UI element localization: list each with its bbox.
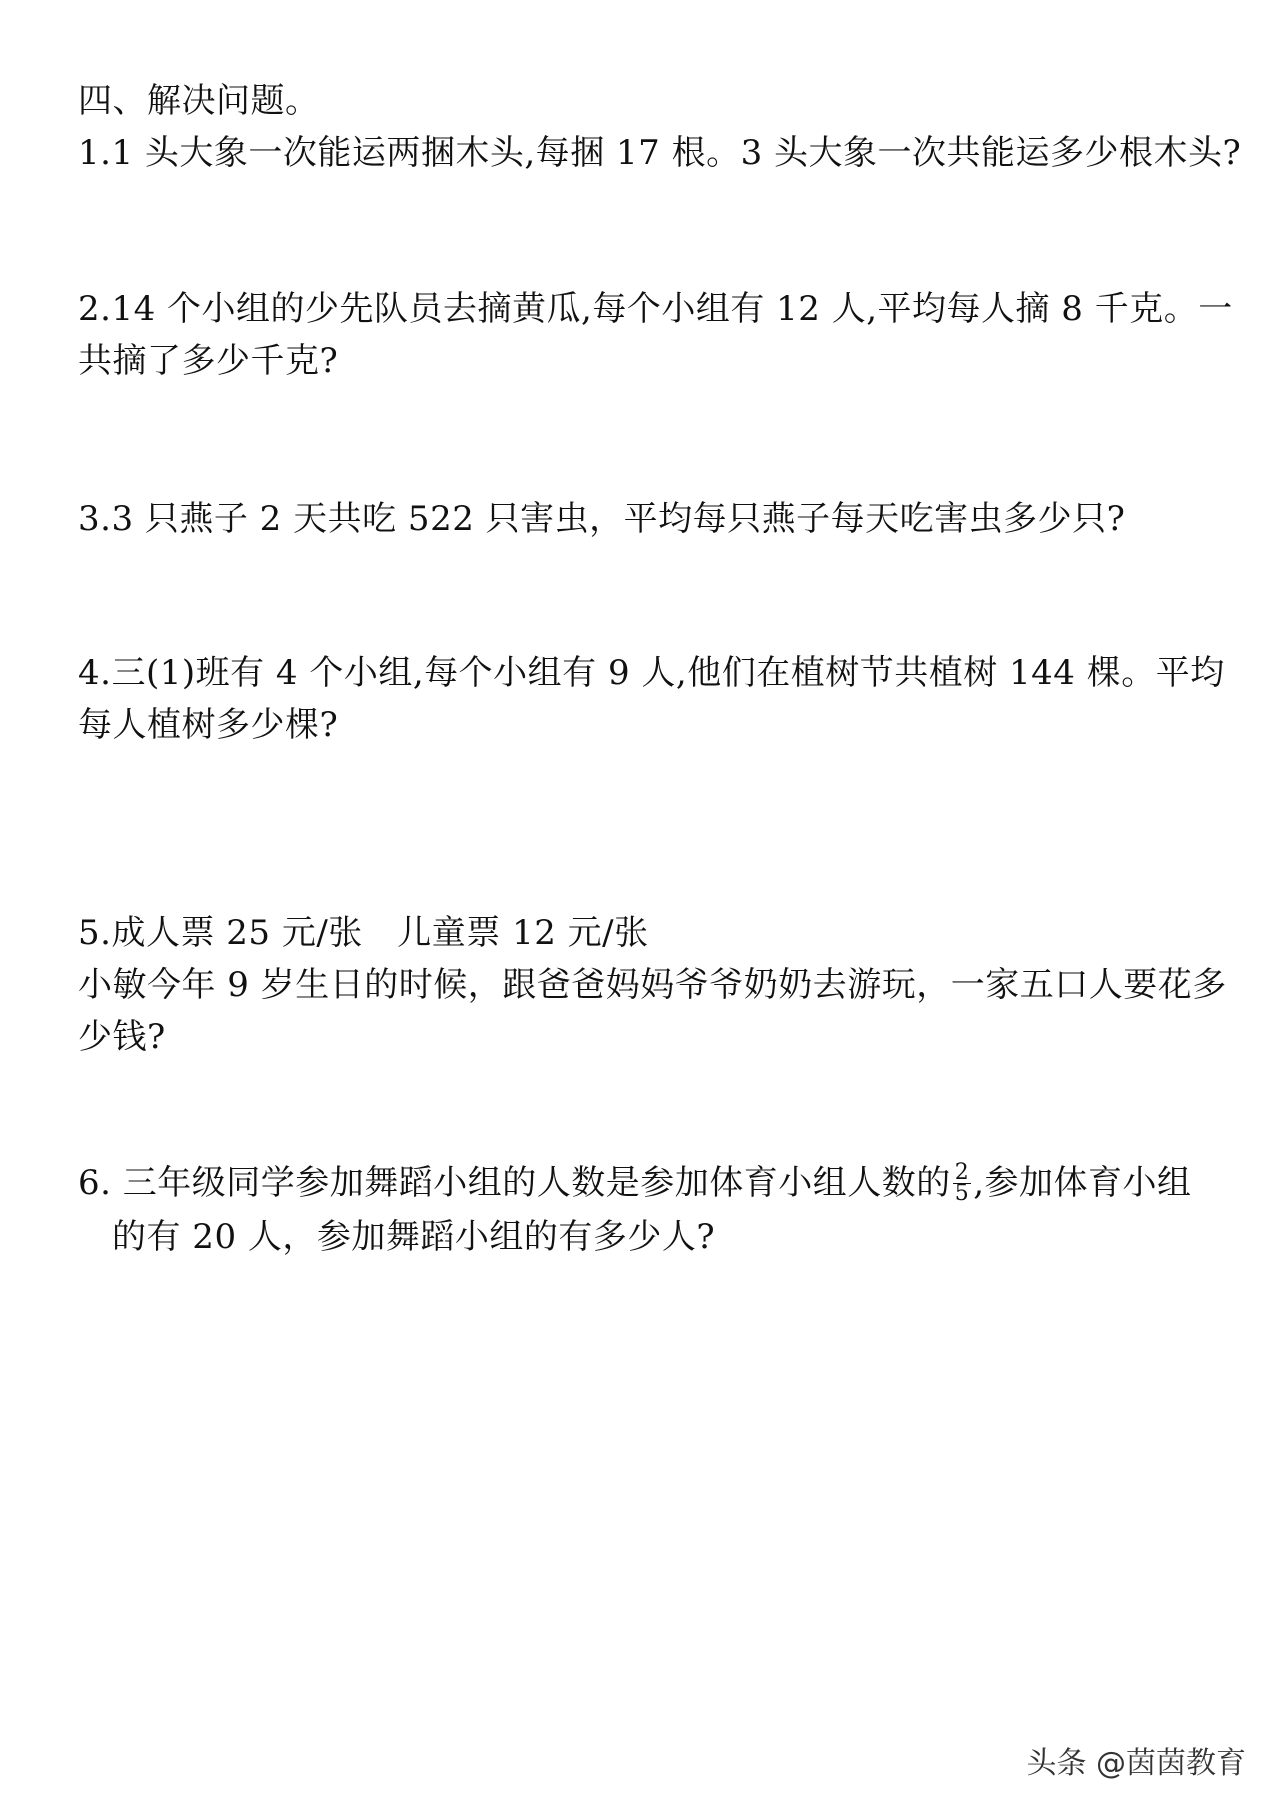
section-heading: 四、解决问题。	[78, 81, 320, 121]
watermark-logo: 头条 @茵茵教育	[1026, 1746, 1246, 1781]
problem-5-line-1: 5.成人票 25 元/张 儿童票 12 元/张	[78, 913, 649, 953]
problem-6-suffix: ,参加体育小组	[973, 1163, 1192, 1203]
problem-5-line-2: 小敏今年 9 岁生日的时候，跟爸爸妈妈爷爷奶奶去游玩，一家五口人要花多	[78, 965, 1227, 1005]
problem-3-line-1: 3.3 只燕子 2 天共吃 522 只害虫，平均每只燕子每天吃害虫多少只?	[78, 499, 1126, 539]
problem-1-line-1: 1.1 头大象一次能运两捆木头,每捆 17 根。3 头大象一次共能运多少根木头?	[78, 133, 1242, 173]
problem-2-line-2: 共摘了多少千克?	[78, 341, 339, 381]
fraction-denominator: 5	[954, 1180, 970, 1206]
problem-4-line-1: 4.三(1)班有 4 个小组,每个小组有 9 人,他们在植树节共植树 144 棵。平均	[78, 653, 1225, 693]
problem-6-line-2: 的有 20 人，参加舞蹈小组的有多少人?	[112, 1217, 716, 1257]
problem-6-line-1	[78, 1159, 1192, 1206]
problem-5-line-3: 少钱?	[78, 1017, 166, 1057]
problem-4-line-2: 每人植树多少棵?	[78, 705, 339, 745]
problem-6-prefix: 6. 三年级同学参加舞蹈小组的人数是参加体育小组人数的	[78, 1163, 951, 1203]
problem-2-line-1: 2.14 个小组的少先队员去摘黄瓜,每个小组有 12 人,平均每人摘 8 千克。一	[78, 289, 1233, 329]
fraction-two-fifths	[953, 1159, 972, 1206]
fraction-numerator: 2	[954, 1159, 970, 1185]
